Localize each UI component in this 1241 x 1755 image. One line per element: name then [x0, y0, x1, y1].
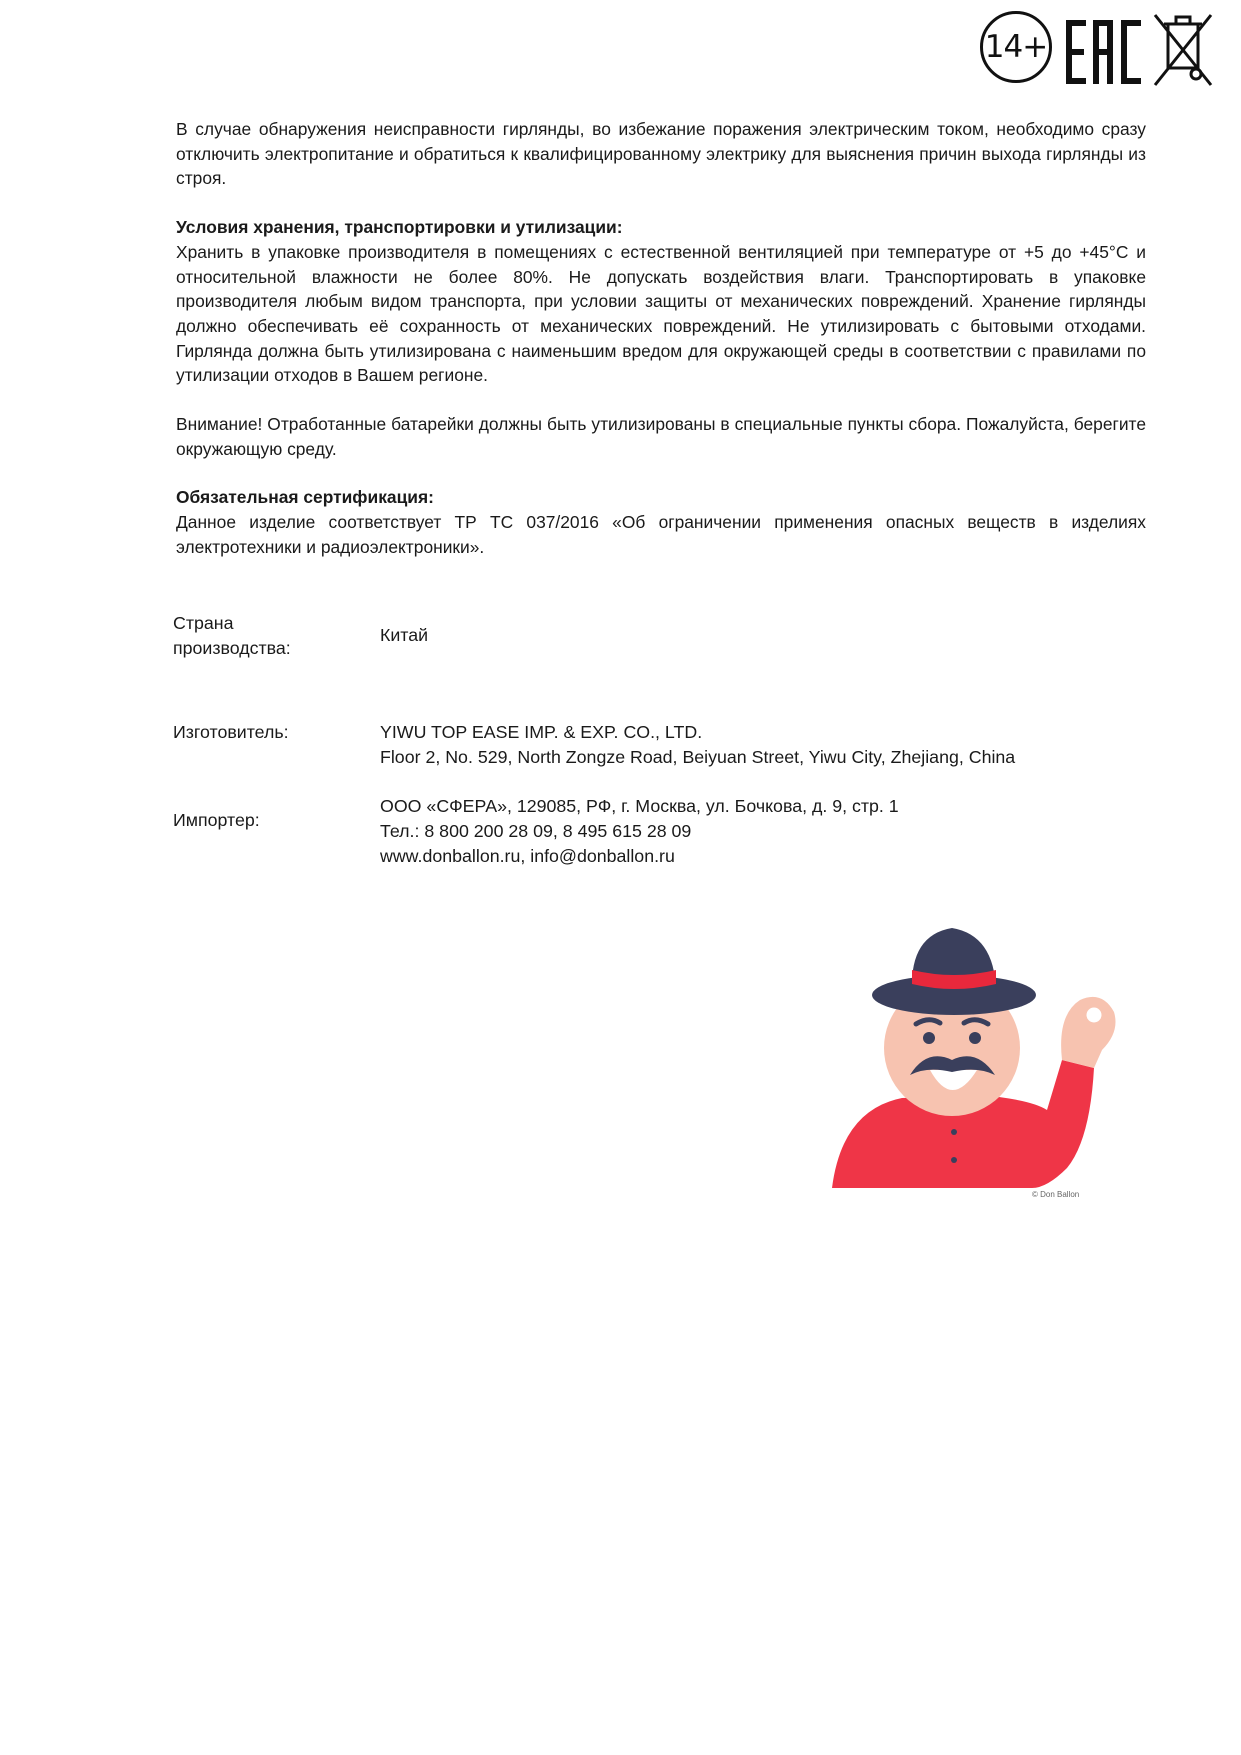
document-body — [176, 117, 1146, 560]
mascot-shirt-button — [951, 1129, 957, 1135]
certification-marks — [980, 10, 1215, 92]
manufacturer-name: YIWU TOP EASE IMP. & EXP. CO., LTD. — [380, 722, 703, 742]
malfunction-paragraph: В случае обнаружения неисправности гирлянды, во избежание поражения электрическим током, необходимо сразу отключить электропитание и обратиться к квалифицированному электрику для выяснения причин выхода гирлянды из строя. — [176, 119, 1146, 189]
storage-heading: Условия хранения, транспортировки и утилизации: — [176, 217, 623, 238]
age-rating-badge: 14+ — [980, 11, 1052, 83]
mascot-left-eye — [923, 1032, 935, 1044]
eac-mark-icon — [1066, 20, 1146, 84]
mascot-ok-ring — [1084, 1005, 1104, 1025]
importer-value — [380, 794, 899, 869]
importer-contacts: www.donballon.ru, info@donballon.ru — [380, 846, 675, 866]
manufacturer-address: Floor 2, No. 529, North Zongze Road, Beiyuan Street, Yiwu City, Zhejiang, China — [380, 747, 1016, 767]
importer-label: Импортер: — [173, 810, 260, 830]
manufacturer-value — [380, 720, 1015, 770]
mascot-shirt-button — [951, 1157, 957, 1163]
storage-paragraph: Хранить в упаковке производителя в помещениях с естественной вентиляцией при температуре от +5 до +45°С и относительной влажности не более 80%. Не допускать воздействия влаги. Транспортировать в упаковке производителя любым видом транспорта, при условии защиты от механических повреждений. Хранение гирлянды должно обеспечивать её сохранность от механических повреждений. Не утилизировать с бытовыми отходами. Гирлянда должна быть утилизирована с наименьшим вредом для окружающей среды в соответствии с правилами по утилизации отходов в Вашем регионе. — [176, 241, 1146, 386]
mascot-copyright-caption: © Don Ballon — [1032, 1190, 1080, 1199]
mascot-right-eye — [969, 1032, 981, 1044]
certification-heading: Обязательная сертификация: — [176, 487, 434, 508]
crossed-out-wheelie-bin-icon — [1152, 12, 1214, 88]
certification-paragraph: Данное изделие соответствует ТР ТС 037/2016 «Об ограничении применения опасных веществ в изделиях электротехники и радиоэлектроники». — [176, 512, 1146, 557]
importer-phone: Тел.: 8 800 200 28 09, 8 495 615 28 09 — [380, 821, 692, 841]
country-label: Страна производства: — [173, 613, 291, 658]
attention-paragraph: Внимание! Отработанные батарейки должны быть утилизированы в специальные пункты сбора. Пожалуйста, берегите окружающую среду. — [176, 414, 1146, 459]
manufacturer-label: Изготовитель: — [173, 722, 289, 742]
importer-address: ООО «СФЕРА», 129085, РФ, г. Москва, ул. Бочкова, д. 9, стр. 1 — [380, 796, 899, 816]
don-ballon-mascot-illustration — [832, 920, 1132, 1210]
country-value: Китай — [380, 625, 429, 645]
